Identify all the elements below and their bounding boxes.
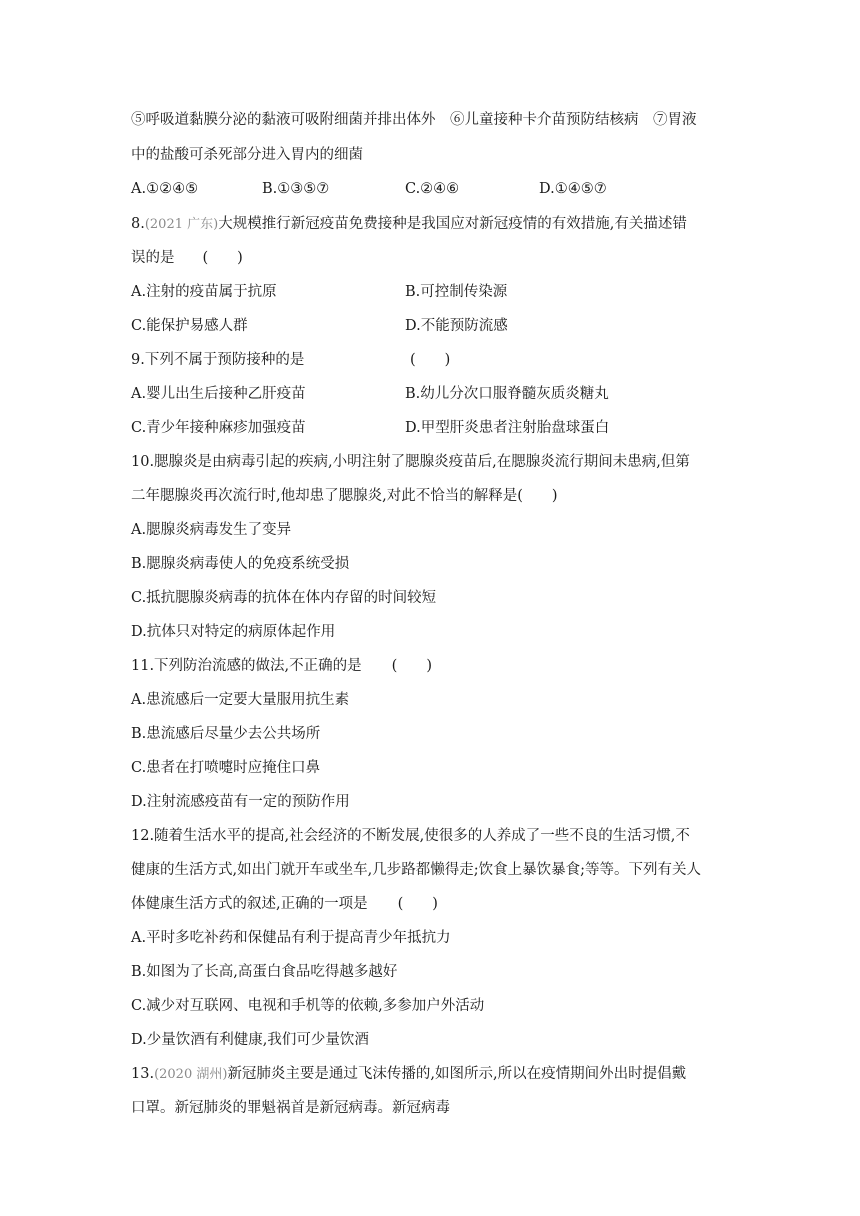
q11-option-c: C.患者在打喷嚏时应掩住口鼻 <box>131 760 321 776</box>
q10-stem-line2 <box>131 486 558 506</box>
q10-option-b: B.腮腺炎病毒使人的免疫系统受损 <box>131 556 350 572</box>
q8-option-d: D.不能预防流感 <box>405 318 508 334</box>
q8-option-c: C.能保护易感人群 <box>131 318 248 334</box>
q7-option-b: B.①③⑤⑦ <box>262 181 330 197</box>
q10-stem-text2: 二年腮腺炎再次流行时,他却患了腮腺炎,对此不恰当的解释是 <box>131 488 518 504</box>
q8-option-b: B.可控制传染源 <box>405 284 508 300</box>
q7-stem-line1: ⑤呼吸道黏膜分泌的黏液可吸附细菌并排出体外 ⑥儿童接种卡介苗预防结核病 ⑦胃液 <box>131 112 697 128</box>
q13-source: (2020 湖州) <box>154 1067 228 1082</box>
q10-option-a: A.腮腺炎病毒发生了变异 <box>131 522 292 538</box>
q8-stem-line2 <box>131 248 243 268</box>
q7-option-c: C.②④⑥ <box>405 181 460 197</box>
q10-option-c: C.抵抗腮腺炎病毒的抗体在体内存留的时间较短 <box>131 590 437 606</box>
q8-option-a: A.注射的疫苗属于抗原 <box>131 284 277 300</box>
q12-option-c: C.减少对互联网、电视和手机等的依赖,多参加户外活动 <box>131 998 485 1014</box>
q12-option-b: B.如图为了长高,高蛋白食品吃得越多越好 <box>131 964 398 980</box>
q12-option-d: D.少量饮酒有利健康,我们可少量饮酒 <box>131 1032 369 1048</box>
q10-stem-line1: 10.腮腺炎是由病毒引起的疾病,小明注射了腮腺炎疫苗后,在腮腺炎流行期间未患病,但第 <box>131 454 690 470</box>
q9-option-d: D.甲型肝炎患者注射胎盘球蛋白 <box>405 420 610 436</box>
q13-stem-line1 <box>131 1064 686 1085</box>
q13-number: 13. <box>131 1066 155 1082</box>
q9-option-c: C.青少年接种麻疹加强疫苗 <box>131 420 306 436</box>
q8-stem-text2: 误的是 <box>131 250 175 266</box>
q9-answer-paren: ( ) <box>410 352 451 368</box>
q9-stem: 9.下列不属于预防接种的是 <box>131 352 305 368</box>
q7-option-d: D.①④⑤⑦ <box>539 181 607 197</box>
q13-stem-text: 新冠肺炎主要是通过飞沫传播的,如图所示,所以在疫情期间外出时提倡戴 <box>227 1066 687 1082</box>
q11-stem <box>131 656 432 676</box>
q8-number: 8. <box>131 216 145 232</box>
q13-stem-line2: 口罩。新冠肺炎的罪魁祸首是新冠病毒。新冠病毒 <box>131 1100 450 1116</box>
q10-option-d: D.抗体只对特定的病原体起作用 <box>131 624 336 640</box>
q8-source: (2021 广东) <box>144 217 219 232</box>
q9-option-a: A.婴儿出生后接种乙肝疫苗 <box>131 386 306 402</box>
q7-option-a: A.①②④⑤ <box>131 181 199 197</box>
q11-answer-paren: ( ) <box>391 658 432 674</box>
q12-answer-paren: ( ) <box>397 896 438 912</box>
q12-option-a: A.平时多吃补药和保健品有利于提高青少年抵抗力 <box>131 930 451 946</box>
q11-option-a: A.患流感后一定要大量服用抗生素 <box>131 692 350 708</box>
q9-option-b: B.幼儿分次口服脊髓灰质炎糖丸 <box>405 386 609 402</box>
q11-option-d: D.注射流感疫苗有一定的预防作用 <box>131 794 350 810</box>
q12-stem-line1: 12.随着生活水平的提高,社会经济的不断发展,使很多的人养成了一些不良的生活习惯,不 <box>131 828 690 844</box>
q8-stem-text: 大规模推行新冠疫苗免费接种是我国应对新冠疫情的有效措施,有关描述错 <box>218 216 687 232</box>
q8-stem-line1 <box>131 214 687 235</box>
q12-stem-text3: 体健康生活方式的叙述,正确的一项是 <box>131 896 368 912</box>
q12-stem-line2: 健康的生活方式,如出门就开车或坐车,几步路都懒得走;饮食上暴饮暴食;等等。下列有关人 <box>131 862 701 878</box>
q8-answer-paren: ( ) <box>202 250 243 266</box>
q10-answer-paren: ( ) <box>517 488 558 504</box>
q12-stem-line3 <box>131 894 438 914</box>
q11-option-b: B.患流感后尽量少去公共场所 <box>131 726 321 742</box>
q7-stem-line2: 中的盐酸可杀死部分进入胃内的细菌 <box>131 147 363 163</box>
q11-stem-text: 11.下列防治流感的做法,不正确的是 <box>131 658 362 674</box>
